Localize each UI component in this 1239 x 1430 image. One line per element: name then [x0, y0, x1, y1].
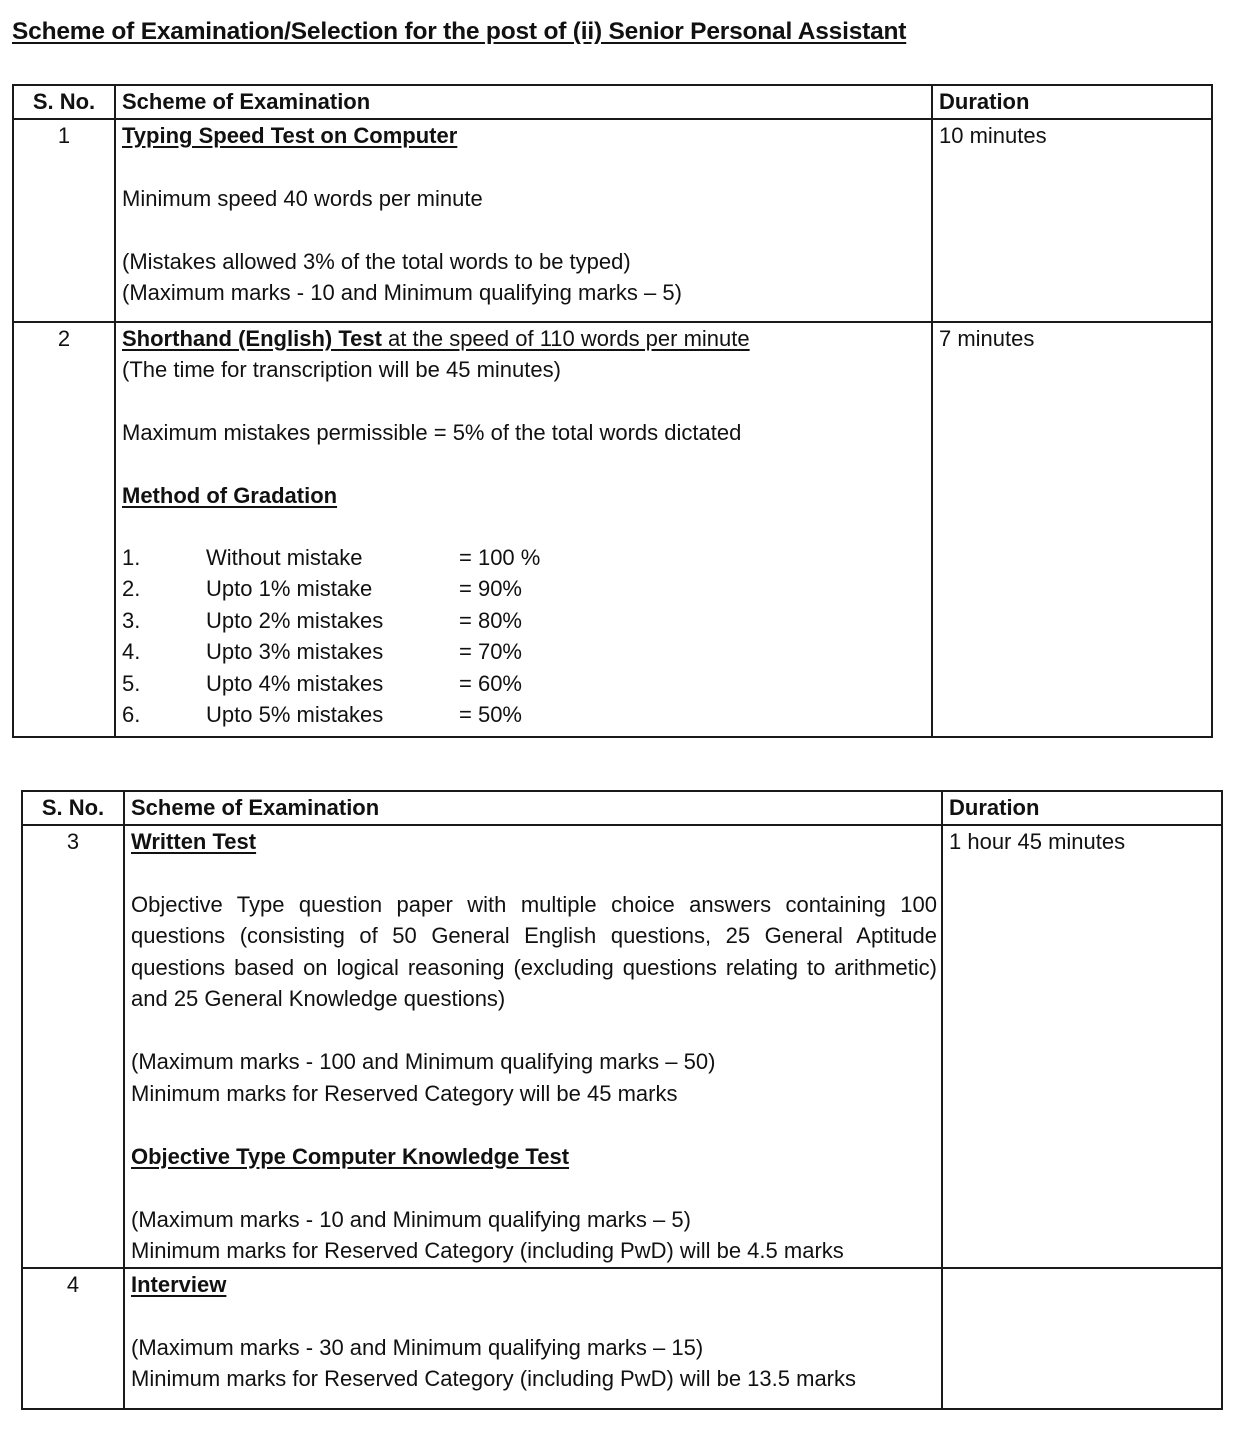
computer-marks-text: (Maximum marks - 10 and Minimum qualifying marks – 5): [131, 1206, 691, 1232]
table-header-row: [13, 85, 1212, 119]
table-row: [22, 825, 1222, 1268]
computer-reserved-text: Minimum marks for Reserved Category (including PwD) will be 4.5 marks: [131, 1238, 844, 1263]
gradation-number: 2.: [122, 576, 141, 601]
gradation-value: = 50%: [459, 702, 522, 727]
gradation-description: Upto 3% mistakes: [206, 639, 384, 664]
header-sno: S. No.: [22, 791, 124, 825]
gradation-description: Without mistake: [206, 544, 363, 570]
row-scheme: [115, 119, 932, 322]
header-duration: Duration: [942, 791, 1222, 825]
row-duration: [942, 1268, 1222, 1409]
row-duration: 10 minutes: [932, 119, 1212, 322]
gradation-item: [122, 668, 925, 700]
header-scheme: Scheme of Examination: [124, 791, 942, 825]
computer-test-heading: Objective Type Computer Knowledge Test: [131, 1143, 570, 1169]
gradation-description: Upto 2% mistakes: [206, 607, 384, 633]
shorthand-heading-bold: Shorthand (English) Test: [122, 325, 382, 351]
row-sno: 2: [13, 322, 115, 737]
transcription-text: (The time for transcription will be 45 minutes): [122, 357, 561, 382]
mistakes-text: (Mistakes allowed 3% of the total words to be typed): [122, 248, 631, 274]
gradation-item: [122, 542, 925, 574]
gradation-number: 6.: [122, 702, 141, 727]
gradation-description: Upto 4% mistakes: [206, 670, 384, 696]
interview-marks-text: (Maximum marks - 30 and Minimum qualifying marks – 15): [131, 1334, 704, 1360]
interview-heading: Interview: [131, 1271, 227, 1297]
scheme-table-1: [12, 84, 1213, 738]
gradation-value: = 90%: [459, 576, 522, 601]
gradation-value: = 80%: [459, 607, 522, 633]
row-scheme: [124, 825, 942, 1268]
row-sno: 4: [22, 1268, 124, 1409]
row-sno: 3: [22, 825, 124, 1268]
gradation-item: [122, 636, 925, 668]
row-sno: 1: [13, 119, 115, 322]
gradation-list: [122, 542, 925, 731]
gradation-item: [122, 699, 925, 731]
header-sno: S. No.: [13, 85, 115, 119]
gradation-value: = 70%: [459, 639, 522, 664]
shorthand-test-heading: [122, 323, 925, 355]
row-duration: 7 minutes: [932, 322, 1212, 737]
interview-reserved-text: Minimum marks for Reserved Category (including PwD) will be 13.5 marks: [131, 1366, 857, 1391]
gradation-number: 5.: [122, 670, 141, 696]
table-row: [22, 1268, 1222, 1409]
header-scheme: Scheme of Examination: [115, 85, 932, 119]
written-marks-text: (Maximum marks - 100 and Minimum qualifying marks – 50): [131, 1049, 716, 1074]
gradation-number: 1.: [122, 544, 141, 570]
gradation-item: [122, 573, 925, 605]
gradation-number: 3.: [122, 607, 141, 633]
row-scheme: [115, 322, 932, 737]
table-header-row: [22, 791, 1222, 825]
gradation-value: = 100 %: [459, 544, 541, 570]
gradation-number: 4.: [122, 639, 141, 664]
gradation-description: Upto 5% mistakes: [206, 702, 384, 727]
written-reserved-text: Minimum marks for Reserved Category will be 45 marks: [131, 1080, 678, 1106]
page-title: Scheme of Examination/Selection for the post of (ii) Senior Personal Assistant: [12, 18, 907, 45]
min-speed-text: Minimum speed 40 words per minute: [122, 185, 483, 211]
header-duration: Duration: [932, 85, 1212, 119]
gradation-item: [122, 605, 925, 637]
table-row: [13, 119, 1212, 322]
row-duration: 1 hour 45 minutes: [942, 825, 1222, 1268]
typing-test-heading: Typing Speed Test on Computer: [122, 122, 458, 148]
gradation-heading: Method of Gradation: [122, 483, 338, 508]
scheme-table-2: [21, 790, 1223, 1410]
written-test-heading: Written Test: [131, 828, 257, 854]
gradation-value: = 60%: [459, 670, 522, 696]
shorthand-heading-rest: at the speed of 110 words per minute: [381, 325, 750, 351]
marks-text: (Maximum marks - 10 and Minimum qualifying marks – 5): [122, 280, 682, 305]
max-mistakes-text: Maximum mistakes permissible = 5% of the total words dictated: [122, 420, 742, 445]
row-scheme: [124, 1268, 942, 1409]
gradation-description: Upto 1% mistake: [206, 576, 373, 601]
written-test-paragraph: Objective Type question paper with multiple choice answers containing 100 questions (consisting of 50 General English questions, 25 General Aptitude questions based on logical reasoning (excluding questions relating to arithmetic) and 25 General Knowledge questions): [131, 891, 937, 1011]
table-row: [13, 322, 1212, 737]
